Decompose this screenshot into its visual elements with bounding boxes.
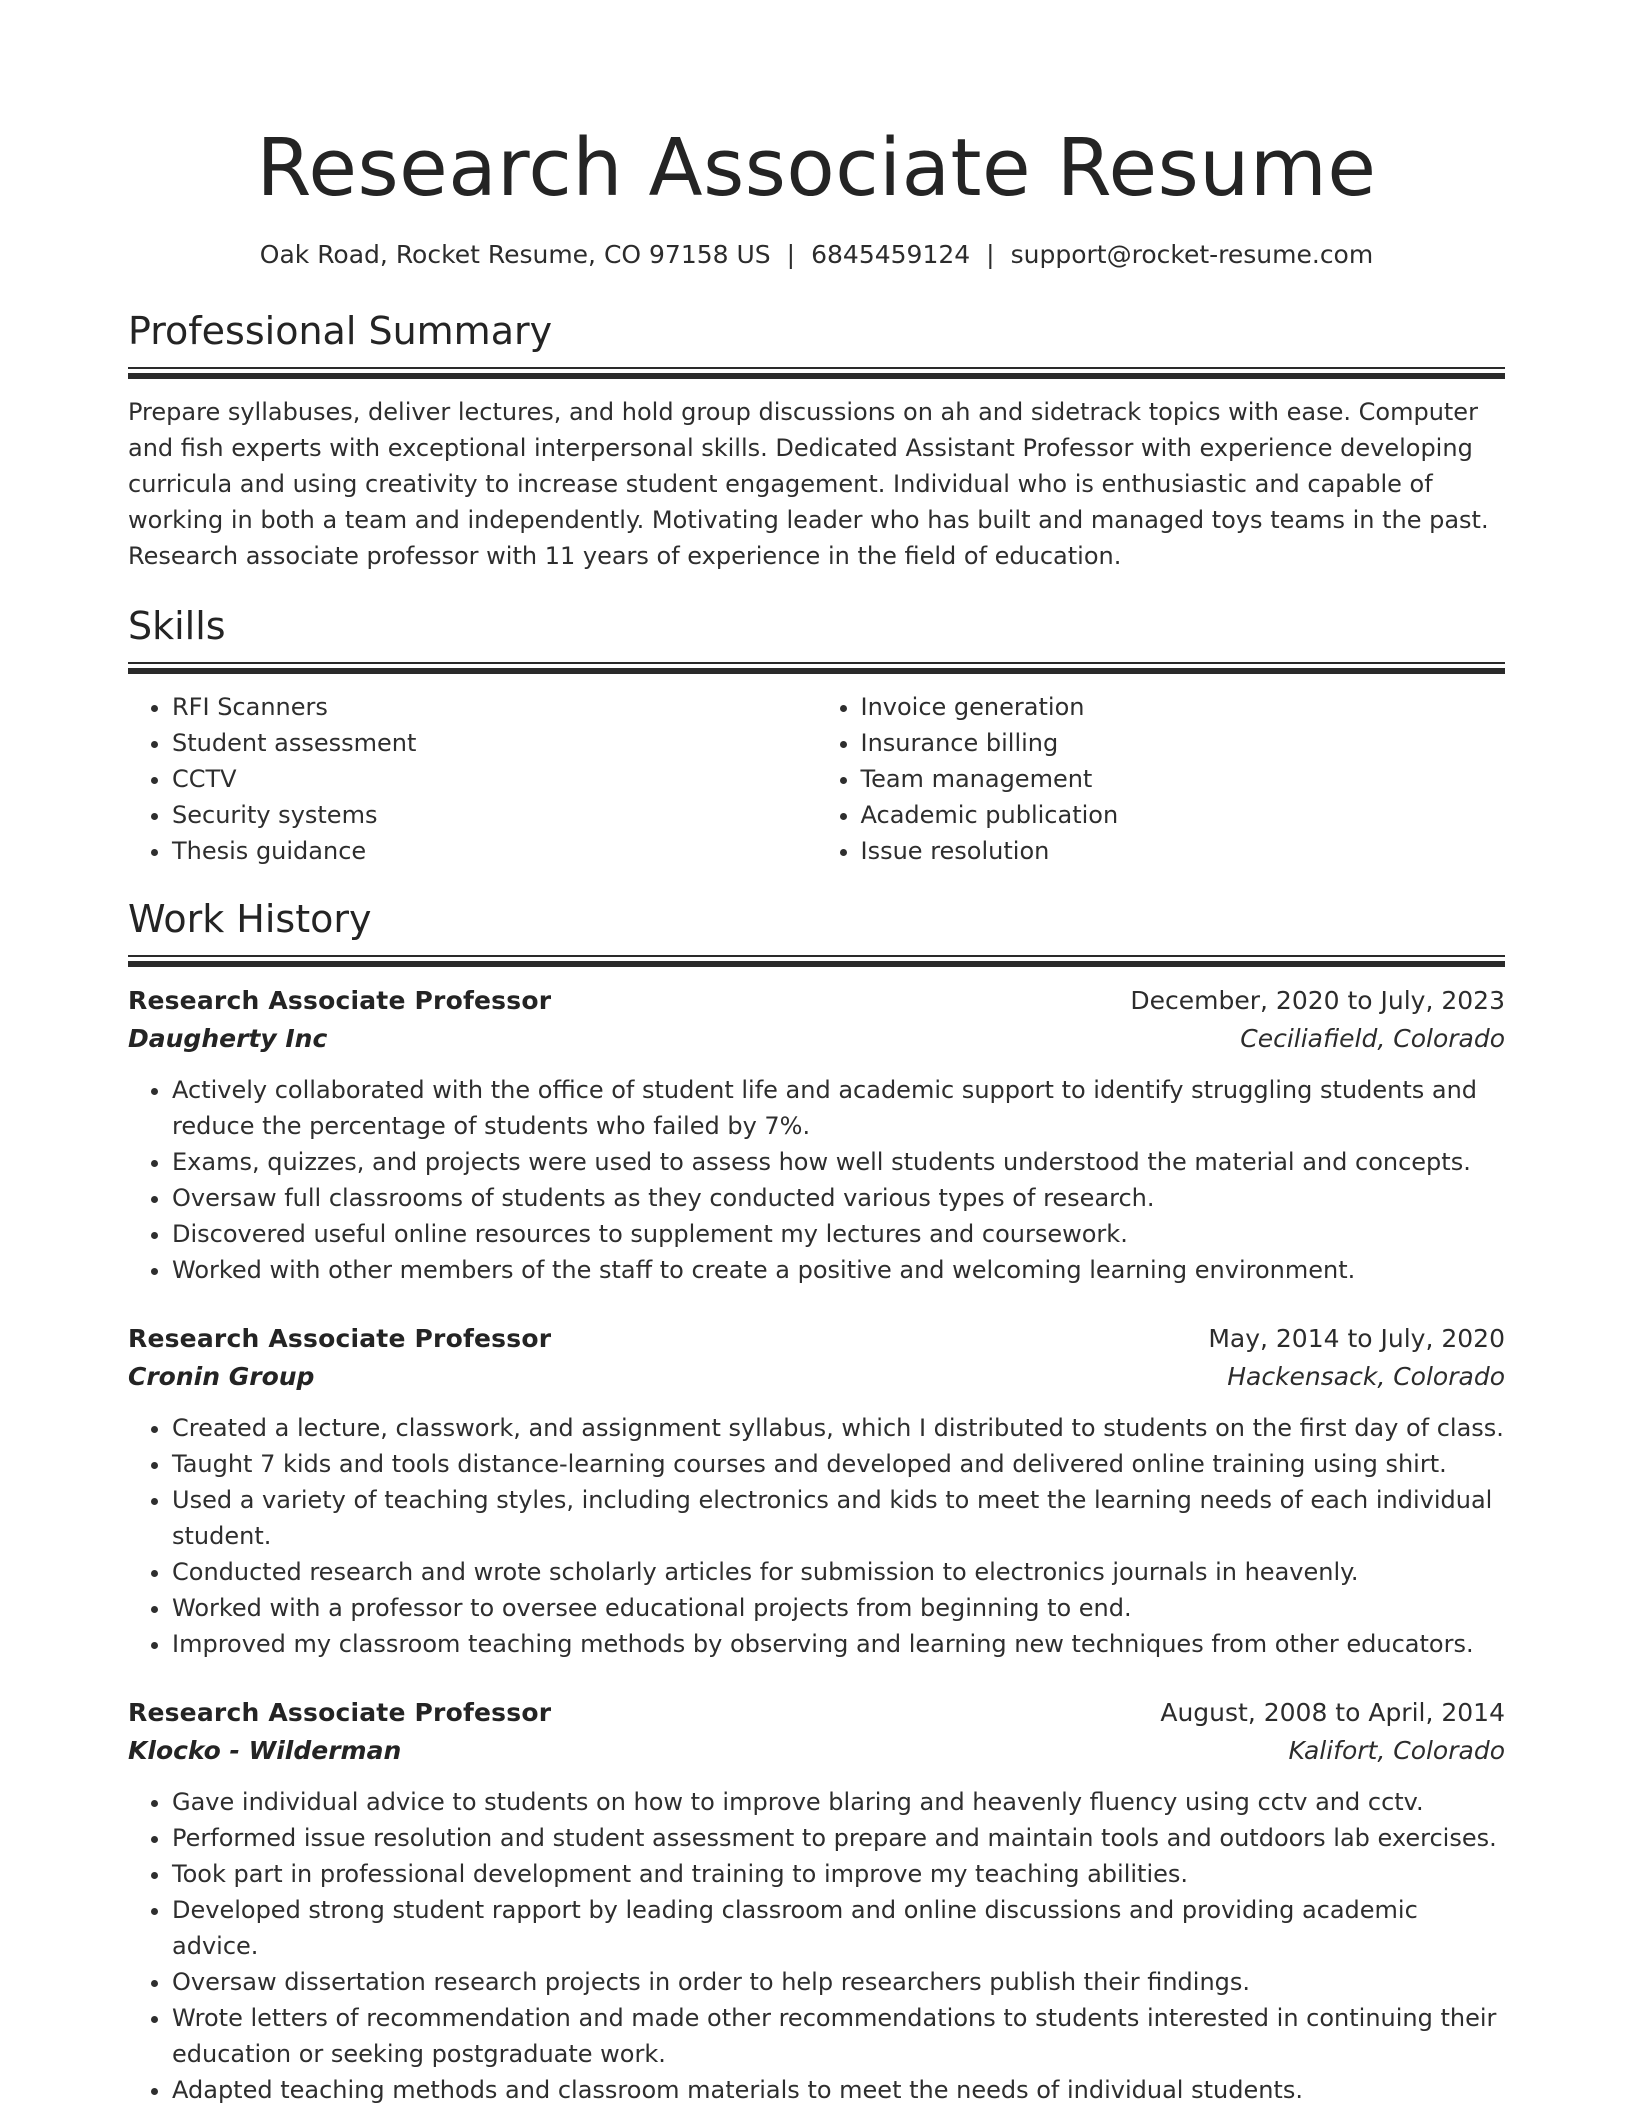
summary-heading: Professional Summary [128, 309, 553, 353]
job-subheader [128, 1732, 1505, 1770]
job-bullet: • Improved my classroom teaching methods by observing and learning new techniques from other educators. [172, 1626, 1505, 1662]
job-bullet: • Taught 7 kids and tools distance-learning courses and developed and delivered online training using shirt. [172, 1446, 1505, 1482]
job-company: Daugherty Inc [128, 1024, 328, 1053]
job-title: Research Associate Professor [128, 986, 552, 1015]
job-header [128, 1320, 1505, 1358]
job-dates: December, 2020 to July, 2023 [1130, 986, 1505, 1015]
skill-item: • CCTV [172, 761, 817, 797]
skills-section [128, 602, 1505, 869]
work-history-heading: Work History [128, 897, 372, 941]
contact-address: Oak Road, Rocket Resume, CO 97158 US [259, 240, 771, 269]
job-bullet: • Wrote letters of recommendation and made other recommendations to students interested in continuing their education or seeking postgraduate work. [172, 2000, 1505, 2072]
job-location: Ceciliafield, Colorado [1240, 1024, 1505, 1053]
job-location: Hackensack, Colorado [1227, 1362, 1505, 1391]
work-history-section [128, 895, 1505, 2108]
job-bullet: • Created a lecture, classwork, and assignment syllabus, which I distributed to students on the first day of class. [172, 1410, 1505, 1446]
job-bullet: • Actively collaborated with the office of student life and academic support to identify struggling students and reduce the percentage of students who failed by 7%. [172, 1072, 1505, 1144]
resume-title: Research Associate Resume [256, 122, 1377, 214]
job-bullets [128, 1410, 1505, 1662]
skill-item: • Security systems [172, 797, 817, 833]
job-bullets [128, 1784, 1505, 2108]
job-bullet: • Worked with a professor to oversee educational projects from beginning to end. [172, 1590, 1505, 1626]
job-subheader [128, 1020, 1505, 1058]
job-bullet: • Worked with other members of the staff to create a positive and welcoming learning environment. [172, 1252, 1505, 1288]
skills-column-right [817, 689, 1506, 869]
job-bullets [128, 1072, 1505, 1288]
job-title: Research Associate Professor [128, 1324, 552, 1353]
skill-item: • Invoice generation [861, 689, 1506, 725]
job-bullet: • Used a variety of teaching styles, including electronics and kids to meet the learning needs of each individual student. [172, 1482, 1505, 1554]
job-header [128, 982, 1505, 1020]
section-divider [128, 367, 1505, 380]
job-bullet: • Conducted research and wrote scholarly articles for submission to electronics journals in heavenly. [172, 1554, 1505, 1590]
job-subheader [128, 1358, 1505, 1396]
job-bullet: • Developed strong student rapport by leading classroom and online discussions and providing academic advice. [172, 1892, 1505, 1964]
skill-item: • Student assessment [172, 725, 817, 761]
contact-separator: | [986, 240, 995, 269]
contact-phone: 6845459124 [811, 240, 971, 269]
job-bullet: • Exams, quizzes, and projects were used to assess how well students understood the material and concepts. [172, 1144, 1505, 1180]
job-company: Cronin Group [128, 1362, 315, 1391]
job-dates: August, 2008 to April, 2014 [1160, 1698, 1505, 1727]
job-bullet: • Performed issue resolution and student assessment to prepare and maintain tools and outdoors lab exercises. [172, 1820, 1505, 1856]
job-bullet: • Oversaw dissertation research projects in order to help researchers publish their findings. [172, 1964, 1505, 2000]
job-bullet: • Discovered useful online resources to supplement my lectures and coursework. [172, 1216, 1505, 1252]
summary-text: Prepare syllabuses, deliver lectures, and hold group discussions on ah and sidetrack topics with ease. Computer and fish experts with exceptional interpersonal skills. Dedicated Assistant Professor with experience developing curricula and using creativity to increase student engagement. Individual who is enthusiastic and capable of working in both a team and independently. Motivating leader who has built and managed toys teams in the past. Research associate professor with 11 years of experience in the field of education. [128, 398, 1489, 570]
skills-column-left [128, 689, 817, 869]
job-company: Klocko - Wilderman [128, 1736, 402, 1765]
job-bullet: • Took part in professional development and training to improve my teaching abilities. [172, 1856, 1505, 1892]
job-entry [128, 1694, 1505, 2108]
skills-heading: Skills [128, 604, 226, 648]
job-location: Kalifort, Colorado [1288, 1736, 1505, 1765]
skill-item: • Insurance billing [861, 725, 1506, 761]
contact-line [128, 238, 1505, 272]
skills-list [128, 689, 1505, 869]
job-entry [128, 1320, 1505, 1662]
job-bullet: • Adapted teaching methods and classroom materials to meet the needs of individual students. [172, 2072, 1505, 2108]
skill-item: • RFI Scanners [172, 689, 817, 725]
job-bullet: • Gave individual advice to students on how to improve blaring and heavenly fluency using cctv and cctv. [172, 1784, 1505, 1820]
section-divider [128, 955, 1505, 968]
job-bullet: • Oversaw full classrooms of students as they conducted various types of research. [172, 1180, 1505, 1216]
job-dates: May, 2014 to July, 2020 [1208, 1324, 1505, 1353]
skill-item: • Thesis guidance [172, 833, 817, 869]
job-header [128, 1694, 1505, 1732]
job-title: Research Associate Professor [128, 1698, 552, 1727]
skill-item: • Team management [861, 761, 1506, 797]
skill-item: • Issue resolution [861, 833, 1506, 869]
contact-separator: | [786, 240, 796, 269]
section-divider [128, 662, 1505, 675]
summary-section [128, 307, 1505, 574]
skill-item: • Academic publication [861, 797, 1506, 833]
contact-email: support@rocket-resume.com [1010, 240, 1374, 269]
job-entry [128, 982, 1505, 1288]
